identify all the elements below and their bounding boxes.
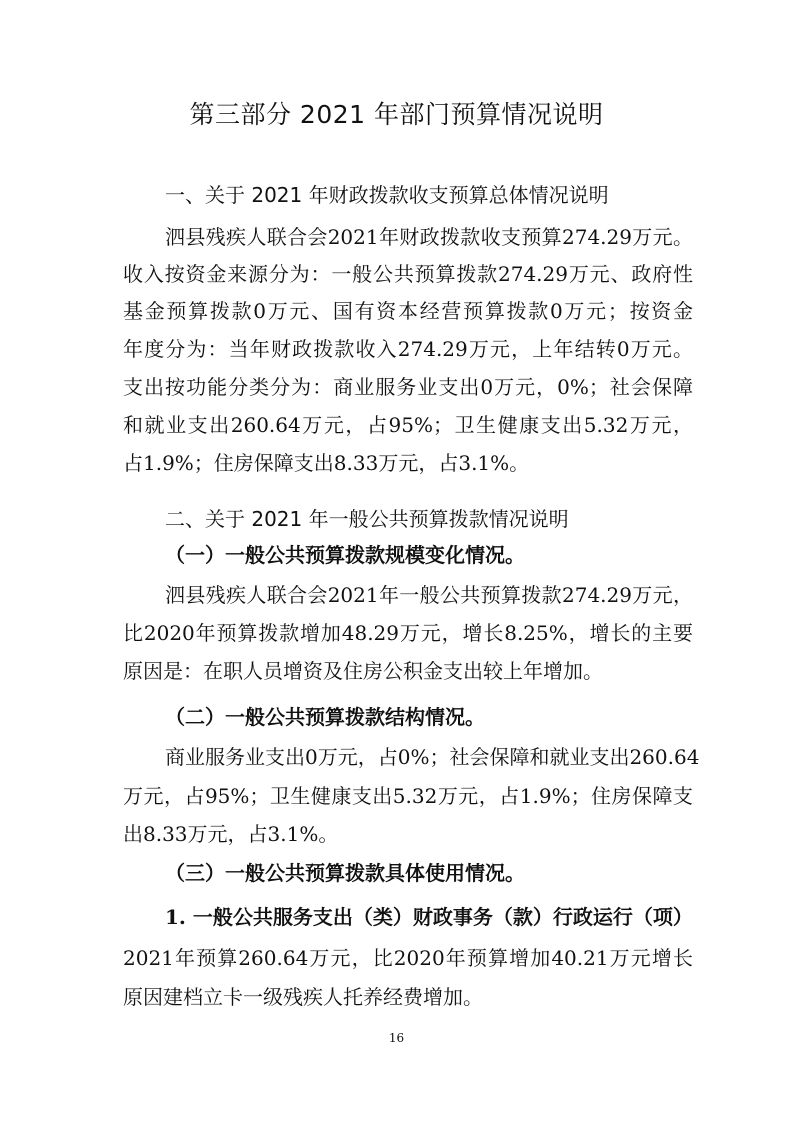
subsection-2-heading: （二）一般公共预算拨款结构情况。 <box>165 705 485 729</box>
section-1-line-6: 和就业支出260.64万元，占95%；卫生健康支出5.32万元， <box>123 413 693 437</box>
subsection-1-line-2: 比2020年预算拨款增加48.29万元，增长8.25%，增长的主要 <box>123 621 693 645</box>
subsection-1-line-3: 原因是：在职人员增资及住房公积金支出较上年增加。 <box>123 659 603 683</box>
subsection-1-heading: （一）一般公共预算拨款规模变化情况。 <box>165 543 525 567</box>
section-1-line-4: 年度分为：当年财政拨款收入274.29万元，上年结转0万元。 <box>123 337 693 361</box>
section-1-line-1: 泗县残疾人联合会2021年财政拨款收支预算274.29万元。 <box>165 225 693 249</box>
section-1-line-2: 收入按资金来源分为：一般公共预算拨款274.29万元、政府性 <box>123 262 693 286</box>
section-1-line-5: 支出按功能分类分为：商业服务业支出0万元，0%；社会保障 <box>123 375 693 399</box>
subsection-2-line-2: 万元，占95%；卫生健康支出5.32万元，占1.9%；住房保障支 <box>123 784 693 808</box>
subsection-2-line-1: 商业服务业支出0万元，占0%；社会保障和就业支出260.64 <box>165 745 700 769</box>
section-1-heading: 一、关于 2021 年财政拨款收支预算总体情况说明 <box>165 183 609 207</box>
section-1-line-7: 占1.9%；住房保障支出8.33万元，占3.1%。 <box>123 451 530 475</box>
item-1-line-1: 2021年预算260.64万元，比2020年预算增加40.21万元增长 <box>123 946 693 970</box>
subsection-1-line-1: 泗县残疾人联合会2021年一般公共预算拨款274.29万元， <box>165 583 693 607</box>
section-2-heading: 二、关于 2021 年一般公共预算拨款情况说明 <box>165 507 569 531</box>
item-1-heading: 1. 一般公共服务支出（类）财政事务（款）行政运行（项） <box>165 905 693 929</box>
subsection-3-heading: （三）一般公共预算拨款具体使用情况。 <box>165 861 525 885</box>
subsection-2-line-3: 出8.33万元，占3.1%。 <box>123 822 339 846</box>
section-1-line-3: 基金预算拨款0万元、国有资本经营预算拨款0万元；按资金 <box>123 299 693 323</box>
page-number: 16 <box>388 1031 405 1045</box>
item-1-line-2: 原因建档立卡一级残疾人托养经费增加。 <box>123 985 483 1009</box>
page-title: 第三部分 2021 年部门预算情况说明 <box>189 100 604 129</box>
